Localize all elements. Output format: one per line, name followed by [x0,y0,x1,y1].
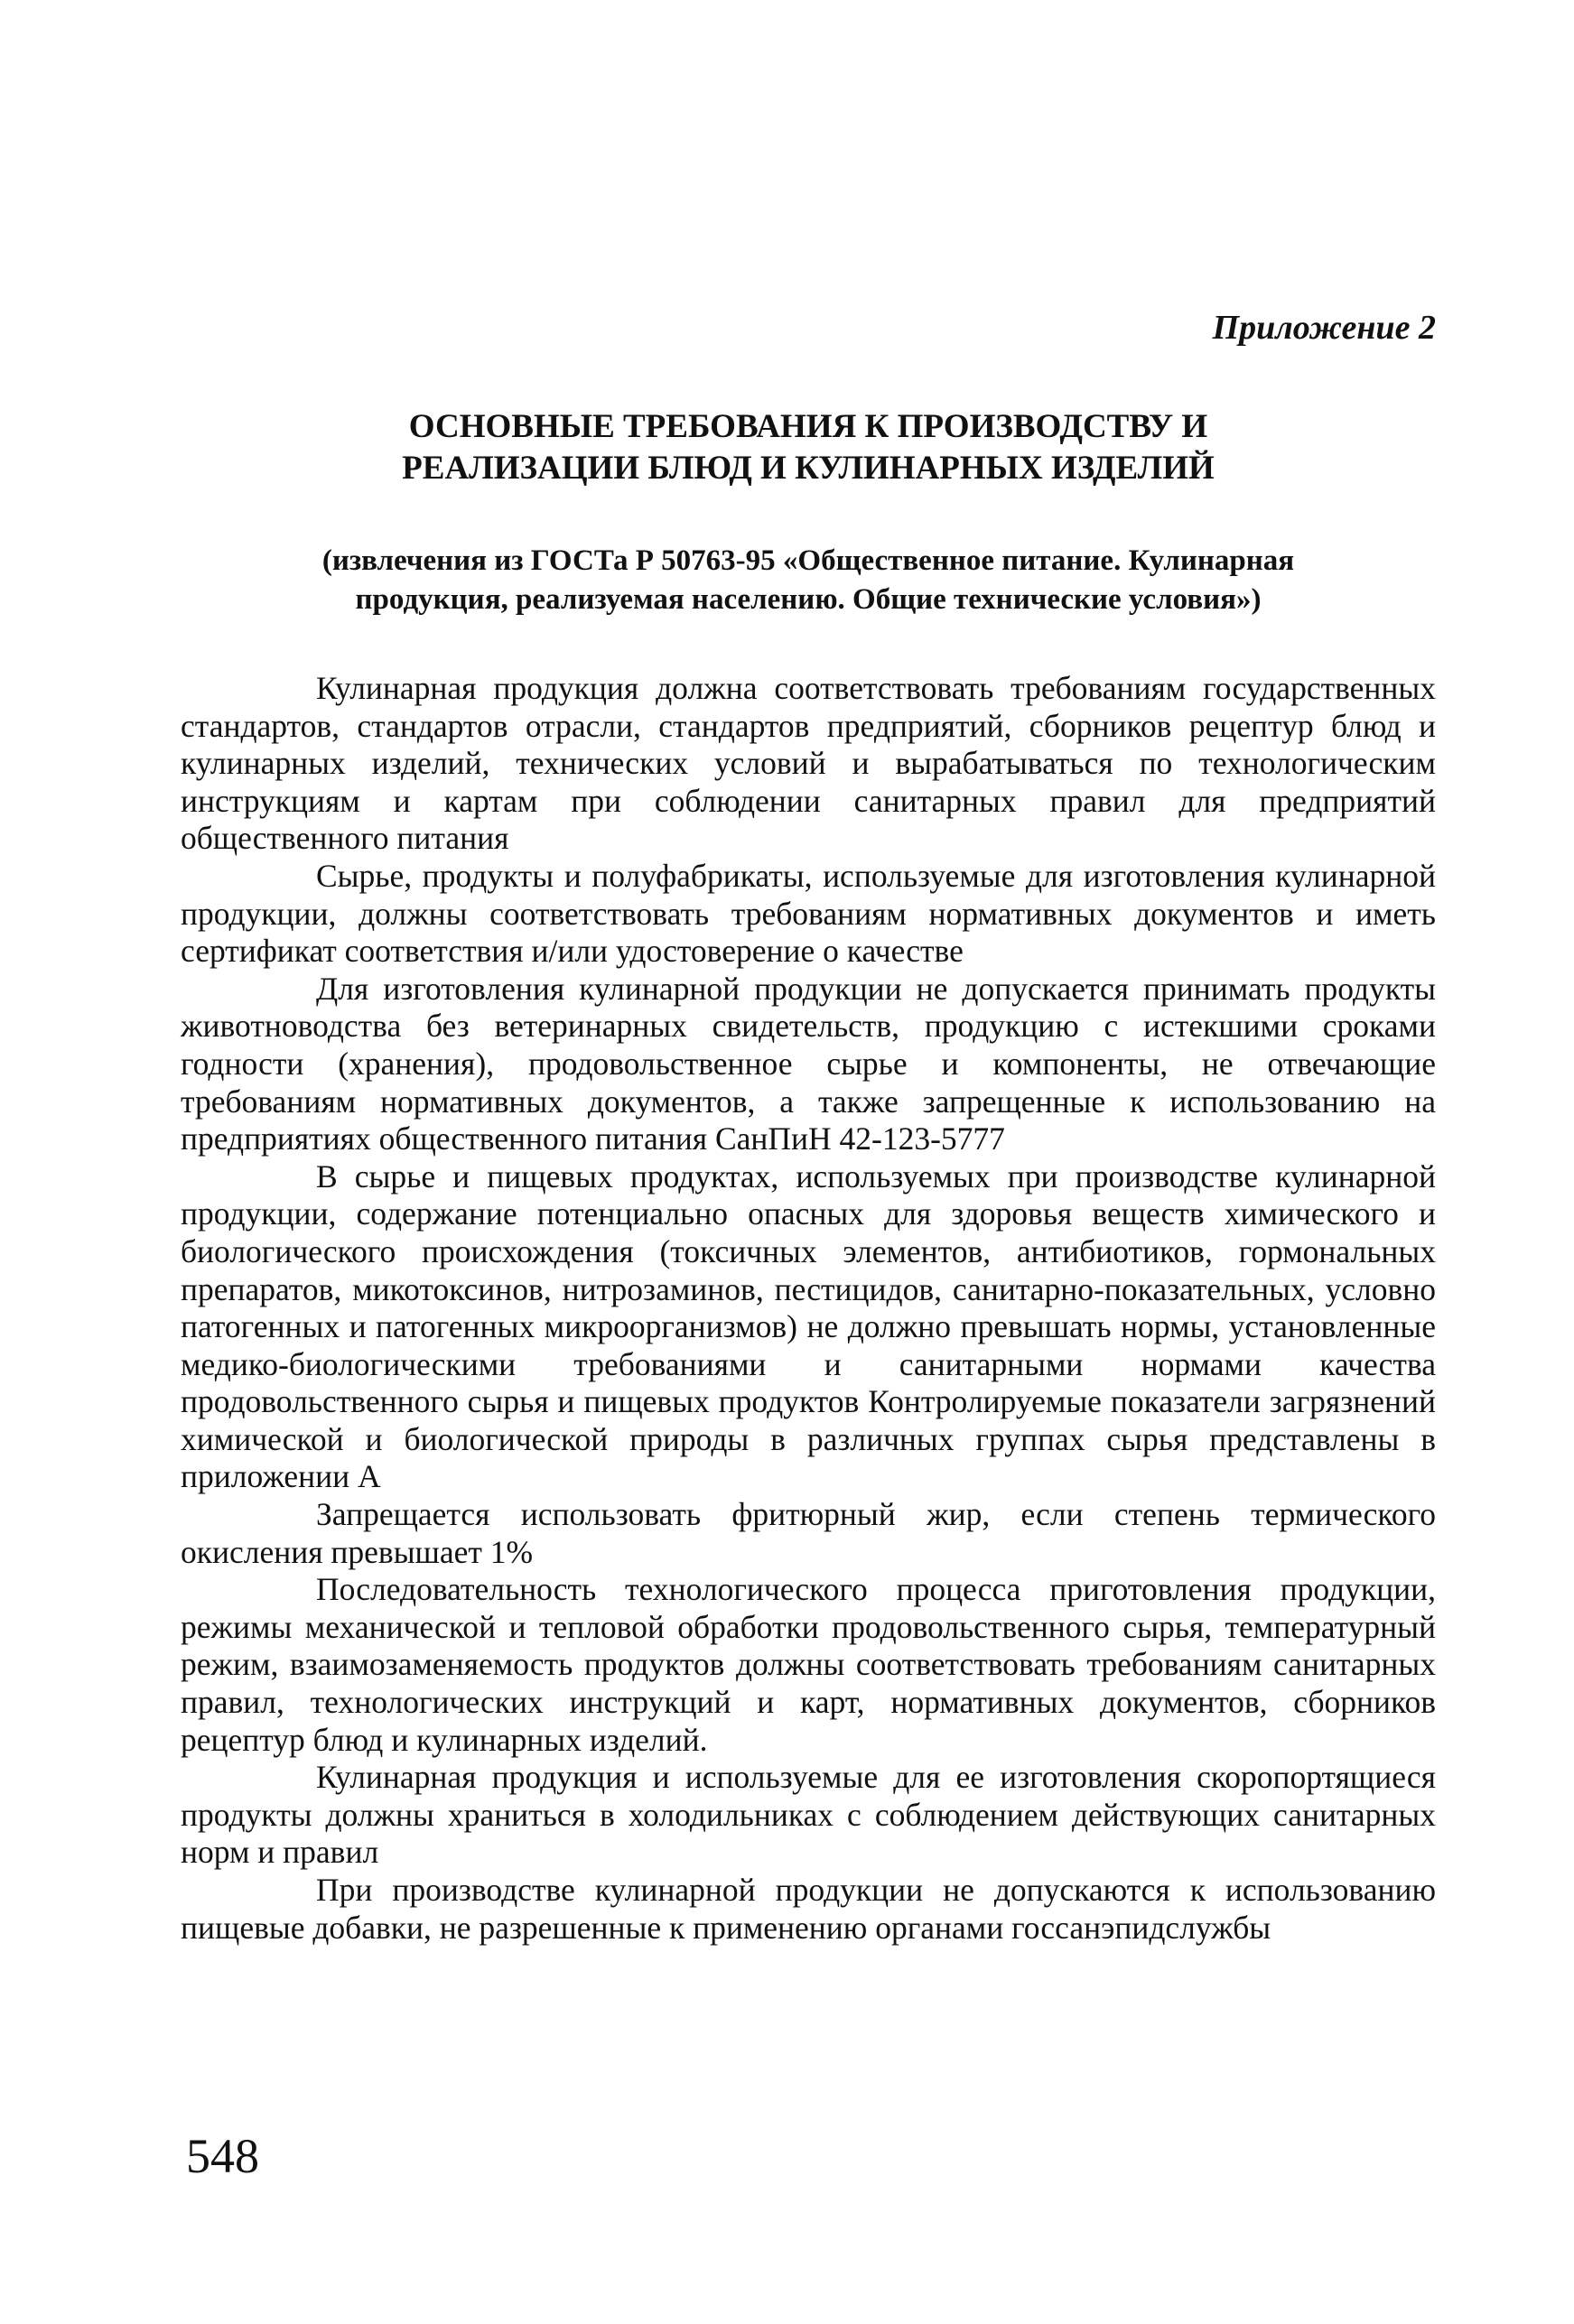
title-line-2: РЕАЛИЗАЦИИ БЛЮД И КУЛИНАРНЫХ ИЗДЕЛИЙ [402,450,1215,487]
page-content [181,307,1436,1947]
document-title [181,406,1436,489]
page-number: 548 [186,2129,259,2183]
paragraph-5: Запрещается использовать фритюрный жир, если степень термического окисления превышает 1% [181,1496,1436,1570]
subtitle-line-2: продукция, реализуемая населению. Общие технические условия») [355,583,1262,616]
paragraph-6: Последовательность технологического процесса приготовления продукции, режимы механической и тепловой обработки продовольственного сырья, температурный режим, взаимозаменяемость продуктов должны соответствовать требованиям санитарных правил, технологических инструкций и карт, нормативных документов, сборников рецептур блюд и кулинарных изделий. [181,1571,1436,1758]
paragraph-8: При производстве кулинарной продукции не допускаются к использованию пищевые добавки, не разрешенные к применению органами госсанэпидслужбы [181,1872,1436,1946]
appendix-label: Приложение 2 [1212,309,1436,347]
body-text [181,670,1436,1947]
title-line-1: ОСНОВНЫЕ ТРЕБОВАНИЯ К ПРОИЗВОДСТВУ И [408,408,1208,445]
paragraph-1: Кулинарная продукция должна соответствовать требованиям государственных стандартов, стандартов отрасли, стандартов предприятий, сборников рецептур блюд и кулинарных изделий, технических условий и вырабатываться по технологическим инструкциям и картам при соблюдении санитарных правил для предприятий общественного питания [181,670,1436,857]
paragraph-4: В сырье и пищевых продуктах, используемых при производстве кулинарной продукции, содержание потенциально опасных для здоровья веществ химического и биологического происхождения (токсичных элементов, антибиотиков, гормональных препаратов, микотоксинов, нитрозаминов, пестицидов, санитарно-показательных, условно патогенных и патогенных микроорганизмов) не должно превышать нормы, установленные медико-биологическими требованиями и санитарными нормами качества продовольственного сырья и пищевых продуктов Контролируемые показатели загрязнений химической и биологической природы в различных группах сырья представлены в приложении А [181,1157,1436,1495]
paragraph-2: Сырье, продукты и полуфабрикаты, используемые для изготовления кулинарной продукции, должны соответствовать требованиям нормативных документов и иметь сертификат соответствия и/или удостоверение о качестве [181,857,1436,970]
subtitle-line-1: (извлечения из ГОСТа Р 50763-95 «Общественное питание. Кулинарная [321,544,1295,577]
document-subtitle [181,542,1436,619]
paragraph-3: Для изготовления кулинарной продукции не допускается принимать продукты животноводства без ветеринарных свидетельств, продукцию с истекшими сроками годности (хранения), продовольственное сырье и компоненты, не отвечающие требованиям нормативных документов, а также запрещенные к использованию на предприятиях общественного питания СанПиН 42-123-5777 [181,970,1436,1157]
paragraph-7: Кулинарная продукция и используемые для ее изготовления скоропортящиеся продукты должны храниться в холодильниках с соблюдением действующих санитарных норм и правил [181,1759,1436,1871]
